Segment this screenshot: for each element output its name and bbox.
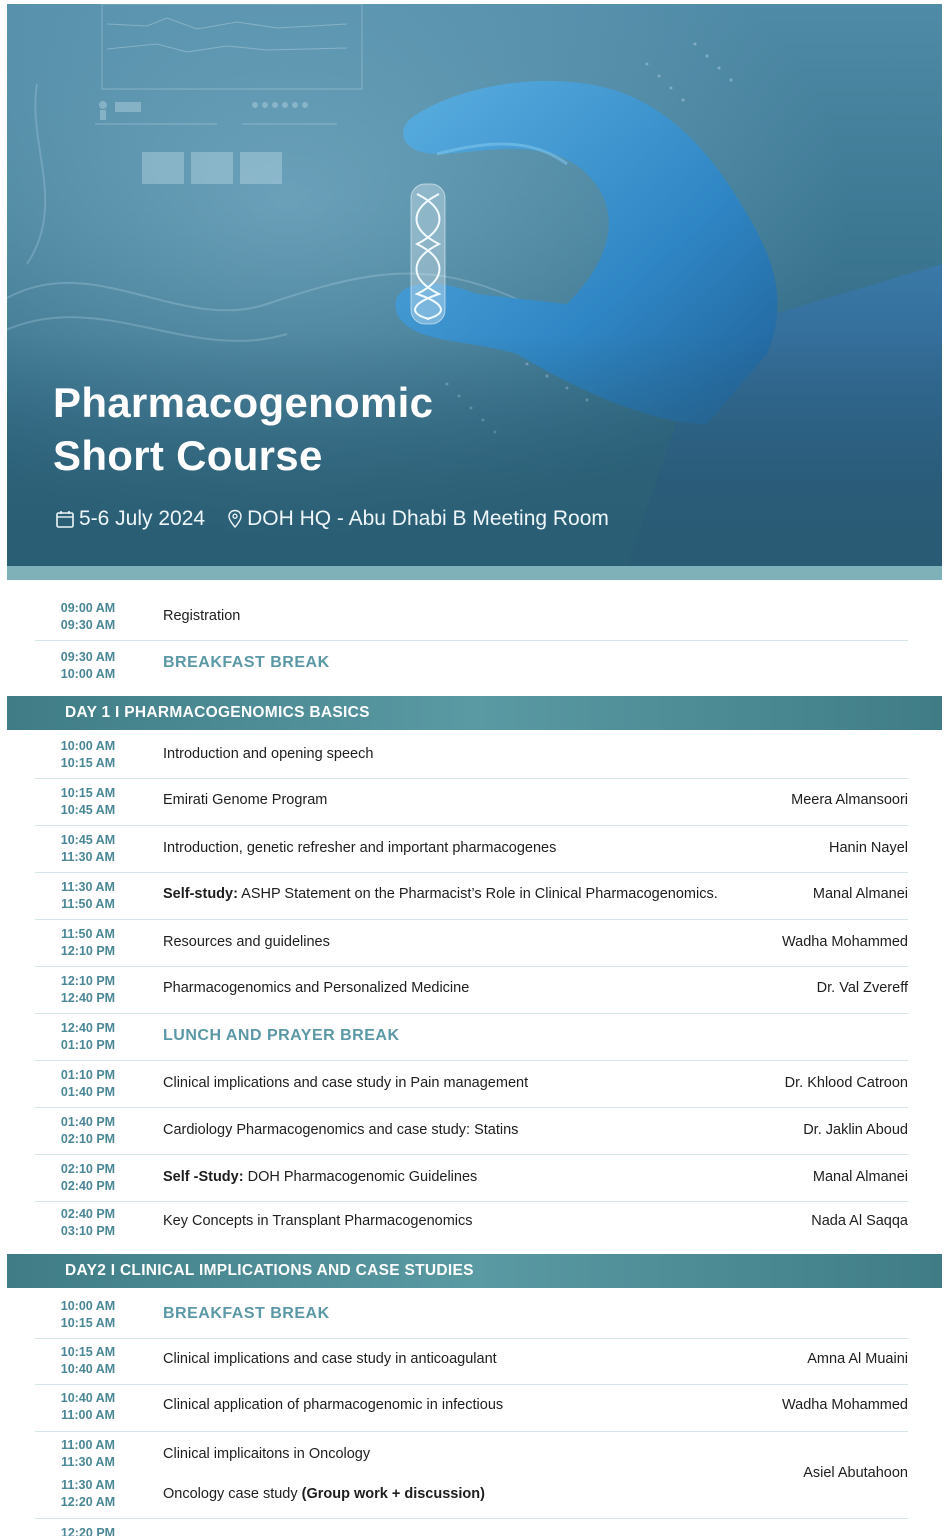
agenda-row <box>35 967 908 1014</box>
event-location: DOH HQ - Abu Dhabi B Meeting Room <box>247 507 609 530</box>
time-slot <box>43 1525 133 1536</box>
start-time: 01:10 PM <box>60 1068 116 1082</box>
speaker-name: Amna Al Muaini <box>807 1351 908 1367</box>
end-time: 10:40 AM <box>60 1362 116 1376</box>
session-topic: Clinical application of pharmacogenomic in infectious <box>163 1397 504 1413</box>
speaker-name: Manal Almanei <box>812 1169 908 1185</box>
start-time: 10:45 AM <box>60 833 116 847</box>
session-topic-prefix: Self-study: <box>163 886 238 902</box>
speaker-name: Dr. Val Zvereff <box>816 980 908 996</box>
agenda-row-oncology <box>35 1432 908 1519</box>
agenda-row-break <box>35 1292 908 1339</box>
agenda-row <box>35 732 908 779</box>
session-topic <box>163 1169 477 1185</box>
day2-header-label: DAY2 I CLINICAL IMPLICATIONS AND CASE STUDIES <box>65 1262 474 1279</box>
speaker-name: Nada Al Saqqa <box>811 1213 908 1229</box>
end-time: 11:30 AM <box>61 1455 115 1469</box>
day1-header-label: DAY 1 I PHARMACOGENOMICS BASICS <box>65 704 370 721</box>
agenda-row <box>35 1155 908 1202</box>
time-slot <box>43 973 133 1007</box>
event-meta <box>55 507 609 531</box>
session-topic: Cardiology Pharmacogenomics and case study: Statins <box>163 1122 519 1138</box>
time-slot <box>43 1020 133 1054</box>
end-time: 10:15 AM <box>60 756 116 770</box>
session-topic: Clinical implications and case study in anticoagulant <box>163 1351 497 1367</box>
course-title <box>53 376 433 482</box>
end-time: 12:20 AM <box>60 1495 116 1509</box>
agenda-row-break <box>35 641 908 689</box>
time-slot <box>43 1114 133 1148</box>
start-time: 12:20 PM <box>60 1526 116 1536</box>
time-slot <box>43 1298 133 1332</box>
agenda-row <box>35 1202 908 1248</box>
end-time: 12:40 PM <box>60 991 116 1005</box>
session-topic: Registration <box>163 608 241 624</box>
time-slot <box>43 649 133 683</box>
start-time: 10:15 AM <box>60 786 116 800</box>
agenda-row <box>35 779 908 826</box>
speaker-name: Dr. Jaklin Aboud <box>803 1122 908 1138</box>
agenda-row-break <box>35 1014 908 1061</box>
start-time: 01:40 PM <box>60 1115 116 1129</box>
time-slot <box>43 1067 133 1101</box>
start-time: 10:40 AM <box>60 1391 116 1405</box>
end-time: 11:00 AM <box>61 1408 115 1422</box>
time-slot <box>43 1390 133 1424</box>
agenda-row <box>35 1108 908 1155</box>
start-time: 02:10 PM <box>60 1162 116 1176</box>
session-topic: Introduction and opening speech <box>163 746 374 762</box>
break-label: BREAKFAST BREAK <box>163 1305 330 1322</box>
agenda-row <box>35 1385 908 1432</box>
end-time: 02:40 PM <box>60 1179 116 1193</box>
time-slot <box>43 879 133 913</box>
time-slot <box>43 926 133 960</box>
agenda-row <box>35 920 908 967</box>
time-slot <box>43 832 133 866</box>
session-topic-text: ASHP Statement on the Pharmacist’s Role in Clinical Pharmacogenomics. <box>237 886 718 902</box>
session-topic-prefix: Self -Study: <box>163 1169 244 1185</box>
time-slot <box>43 1206 133 1240</box>
end-time: 11:50 AM <box>61 897 115 911</box>
time-slot <box>43 738 133 772</box>
session-topic: Pharmacogenomics and Personalized Medicine <box>163 980 470 996</box>
speaker-name: Dr. Khlood Catroon <box>784 1075 908 1091</box>
end-time: 12:10 PM <box>60 944 116 958</box>
speaker-name: Wadha Mohammed <box>782 1397 908 1413</box>
session-topic: Introduction, genetic refresher and important pharmacogenes <box>163 840 557 856</box>
agenda-row <box>35 1519 908 1536</box>
speaker-name: Hanin Nayel <box>829 840 908 856</box>
start-time: 10:00 AM <box>60 1299 116 1313</box>
start-time: 10:00 AM <box>60 739 116 753</box>
session-topic-text: Oncology case study <box>163 1486 302 1502</box>
time-slot <box>43 1344 133 1378</box>
end-time: 01:10 PM <box>60 1038 116 1052</box>
location-pin-icon <box>227 509 243 529</box>
time-slot <box>43 1161 133 1195</box>
session-topic: Clinical implicaitons in Oncology <box>163 1446 371 1462</box>
start-time: 09:30 AM <box>60 650 116 664</box>
session-topic: Key Concepts in Transplant Pharmacogenomics <box>163 1213 473 1229</box>
session-topic: Resources and guidelines <box>163 934 330 950</box>
course-title-line2: Short Course <box>53 432 323 479</box>
session-topic-text: DOH Pharmacogenomic Guidelines <box>243 1169 478 1185</box>
speaker-name: Asiel Abutahoon <box>803 1465 908 1481</box>
speaker-name: Wadha Mohammed <box>782 934 908 950</box>
agenda-row <box>35 1061 908 1108</box>
speaker-name: Manal Almanei <box>812 886 908 902</box>
speaker-name: Meera Almansoori <box>791 792 908 808</box>
end-time: 09:30 AM <box>60 618 116 632</box>
end-time: 02:10 PM <box>60 1132 116 1146</box>
agenda-row <box>35 1339 908 1385</box>
course-title-line1: Pharmacogenomic <box>53 379 434 426</box>
hero-banner <box>7 4 942 566</box>
start-time: 12:10 PM <box>60 974 116 988</box>
break-label: BREAKFAST BREAK <box>163 654 330 671</box>
time-slot <box>43 600 133 634</box>
end-time: 01:40 PM <box>60 1085 116 1099</box>
time-slot <box>43 1477 133 1511</box>
start-time: 09:00 AM <box>60 601 116 615</box>
agenda-row <box>35 594 908 641</box>
agenda-row <box>35 826 908 873</box>
end-time: 10:00 AM <box>60 667 116 681</box>
session-topic <box>163 886 718 902</box>
agenda-row <box>35 873 908 920</box>
calendar-icon <box>55 509 75 529</box>
session-topic-suffix: (Group work + discussion) <box>301 1486 485 1502</box>
start-time: 10:15 AM <box>60 1345 116 1359</box>
end-time: 10:45 AM <box>60 803 116 817</box>
end-time: 10:15 AM <box>60 1316 116 1330</box>
event-date: 5-6 July 2024 <box>79 507 206 530</box>
start-time: 11:30 AM <box>61 880 115 894</box>
session-topic <box>163 1486 485 1502</box>
start-time: 11:00 AM <box>61 1438 115 1452</box>
start-time: 02:40 PM <box>60 1207 116 1221</box>
start-time: 12:40 PM <box>60 1021 116 1035</box>
start-time: 11:30 AM <box>61 1478 115 1492</box>
day1-header <box>7 696 942 730</box>
session-topic: Clinical implications and case study in Pain management <box>163 1075 529 1091</box>
time-slot <box>43 1437 133 1471</box>
time-slot <box>43 785 133 819</box>
hero-bottom-band <box>7 566 942 580</box>
end-time: 11:30 AM <box>61 850 115 864</box>
break-label: LUNCH AND PRAYER BREAK <box>163 1027 400 1044</box>
start-time: 11:50 AM <box>61 927 115 941</box>
day2-header <box>7 1254 942 1288</box>
end-time: 03:10 PM <box>60 1224 116 1238</box>
session-topic: Emirati Genome Program <box>163 792 328 808</box>
